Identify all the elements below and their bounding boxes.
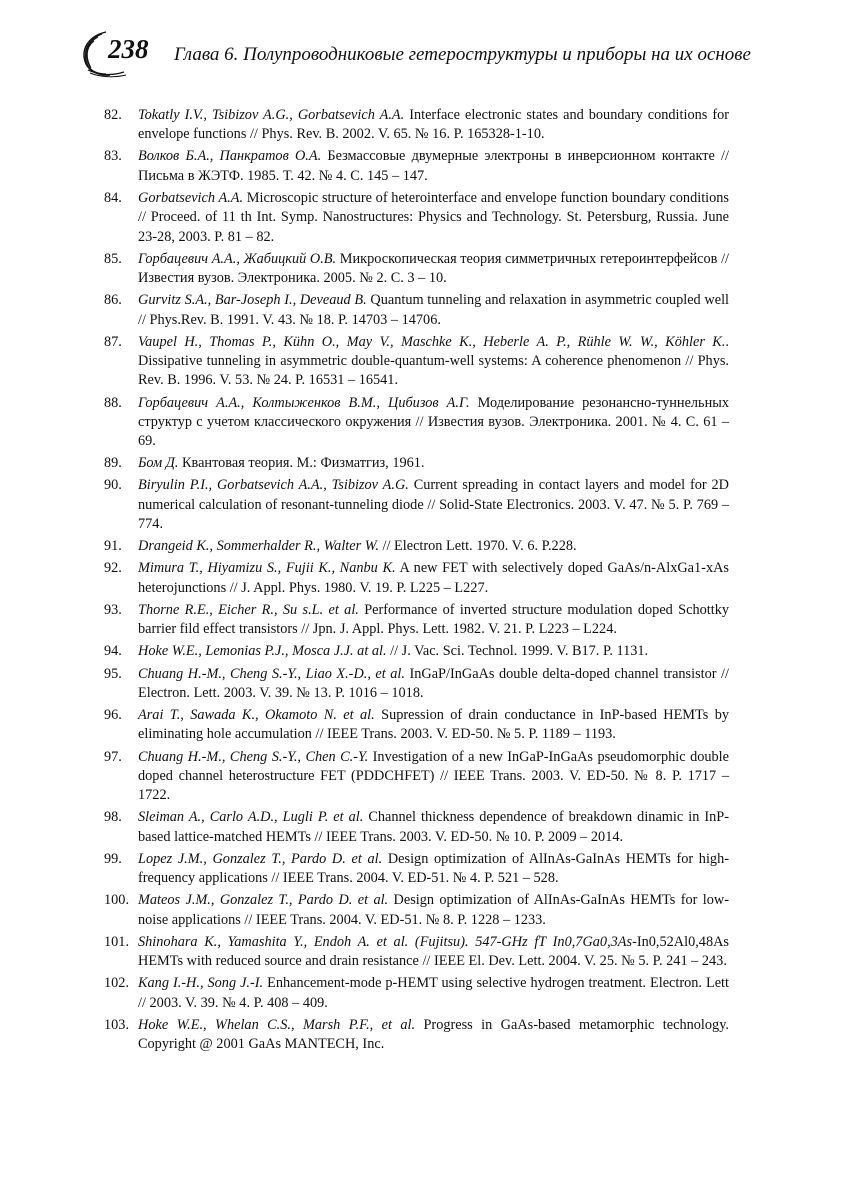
page-number: 238	[108, 34, 149, 64]
reference-text: Investigation of a new InGaP-InGaAs pseudomorphic double doped channel heterostructure FET (PDDCHFET) // IEEE Trans. 2003. V. ED-50. № 8. P. 1717 – 1722.	[138, 748, 729, 804]
reference-authors: Chuang H.-M., Cheng S.-Y., Chen C.-Y.	[138, 748, 369, 765]
reference-authors: Горбацевич А.А., Жабицкий О.В.	[138, 250, 337, 267]
reference-number: 82.	[104, 107, 122, 123]
reference-number: 85.	[104, 250, 122, 267]
reference-text: . Dissipative tunneling in asymmetric double-quantum-well systems: A coherence phenomenon // Phys. Rev. B. 1996. V. 53. № 24. P. 16531 – 16541.	[138, 333, 729, 389]
reference-authors: Shinohara K., Yamashita Y., Endoh A. et al. (Fujitsu). 547-GHz fT In0,7Ga0,3As-	[138, 933, 637, 950]
reference-text: Design optimization of AlInAs-GaInAs HEMTs for high-frequency applications // IEEE Trans. 2004. V. ED-51. № 4. P. 521 – 528.	[138, 850, 729, 887]
reference-item	[104, 189, 729, 247]
reference-item	[104, 601, 729, 640]
reference-text: InGaP/InGaAs double delta-doped channel transistor // Electron. Lett. 2003. V. 39. № 13. P. 1016 – 1018.	[138, 665, 729, 701]
reference-text: Design optimization of AlInAs-GaInAs HEMTs for low-noise applications // IEEE Trans. 2004. V. ED-51. № 8. P. 1228 – 1233.	[138, 892, 729, 928]
reference-number: 92.	[104, 560, 122, 577]
reference-authors: Arai T., Sawada K., Okamoto N. et al.	[138, 707, 375, 724]
reference-text: Микроскопическая теория симметричных гетероинтерфейсов // Известия вузов. Электроника. 2005. № 2. С. 3 – 10.	[138, 250, 730, 287]
reference-item	[104, 808, 729, 847]
reference-authors: Chuang H.-M., Cheng S.-Y., Liao X.-D., et al.	[138, 665, 405, 682]
reference-text: Performance of inverted structure modulation doped Schottky barrier fild effect transistors // Jpn. J. Appl. Phys. Lett. 1982. V. 21. P. L223 – L224.	[138, 601, 729, 638]
reference-number: 86.	[104, 292, 122, 309]
reference-number: 91.	[104, 538, 122, 555]
running-title: Глава 6. Полупроводниковые гетероструктуры и приборы на их основе	[174, 44, 751, 65]
reference-authors: Gorbatsevich A.A.	[138, 189, 244, 206]
reference-number: 97.	[104, 748, 122, 765]
reference-item	[104, 706, 729, 745]
reference-text: Квантовая теория. М.: Физматгиз, 1961.	[178, 455, 425, 472]
reference-number: 95.	[104, 665, 122, 682]
reference-number: 99.	[104, 850, 122, 867]
reference-number: 102.	[104, 975, 130, 992]
reference-number: 83.	[104, 148, 122, 165]
page-header	[76, 28, 756, 78]
reference-item	[104, 476, 729, 534]
reference-text: Безмассовые двумерные электроны в инверсионном контакте // Письма в ЖЭТФ. 1985. Т. 42. № 4. С. 145 – 147.	[138, 148, 729, 184]
reference-authors: Волков Б.А., Панкратов О.А.	[138, 148, 322, 165]
reference-authors: Sleiman A., Carlo A.D., Lugli P. et al.	[138, 809, 364, 826]
reference-number: 87.	[104, 333, 122, 350]
reference-number: 103.	[104, 1016, 130, 1033]
reference-text: In0,52Al0,48As HEMTs with reduced source and drain resistance // IEEE El. Dev. Lett. 2004. V. 25. № 5. P. 241 – 243.	[138, 933, 729, 970]
reference-item	[104, 454, 729, 473]
reference-item	[104, 394, 729, 452]
reference-authors: Lopez J.M., Gonzalez T., Pardo D. et al.	[138, 850, 383, 867]
reference-number: 100.	[104, 892, 130, 909]
reference-text: Current spreading in contact layers and model for 2D numerical calculation of resonant-tunneling diode // Solid-State Electronics. 2003. V. 47. № 5. P. 769 – 774.	[138, 477, 729, 533]
reference-number: 93.	[104, 601, 122, 618]
reference-item	[104, 106, 729, 145]
reference-item	[104, 642, 729, 661]
reference-item	[104, 250, 729, 289]
reference-authors: Biryulin P.I., Gorbatsevich A.A., Tsibizov A.G.	[138, 477, 409, 494]
reference-authors: Горбацевич А.А., Колтыженков В.М., Цибизов А.Г.	[138, 394, 470, 411]
reference-authors: Thorne R.E., Eicher R., Su s.L. et al.	[138, 601, 359, 618]
reference-text: // J. Vac. Sci. Technol. 1999. V. B17. P. 1131.	[386, 643, 649, 660]
reference-item	[104, 850, 729, 889]
reference-number: 101.	[104, 933, 130, 950]
reference-authors: Бом Д.	[138, 455, 179, 472]
reference-authors: Vaupel H., Thomas P., Kühn O., May V., Maschke K., Heberle A. P., Rühle W. W., Köhler K.	[138, 333, 726, 350]
reference-item	[104, 665, 729, 704]
reference-item	[104, 291, 729, 330]
reference-number: 98.	[104, 809, 122, 826]
reference-item	[104, 1016, 729, 1055]
reference-authors: Mateos J.M., Gonzalez T., Pardo D. et al.	[138, 892, 389, 909]
reference-item	[104, 933, 729, 972]
reference-number: 96.	[104, 707, 122, 724]
reference-text: A new FET with selectively doped GaAs/n-AlxGa1-xAs heterojunctions // J. Appl. Phys. 1980. V. 19. P. L225 – L227.	[138, 560, 729, 596]
reference-number: 88.	[104, 394, 122, 411]
reference-item	[104, 147, 729, 186]
reference-number: 84.	[104, 189, 122, 206]
reference-authors: Drangeid K., Sommerhalder R., Walter W.	[138, 538, 379, 555]
reference-number: 94.	[104, 643, 122, 660]
reference-authors: Hoke W.E., Lemonias P.J., Mosca J.J. at al.	[138, 643, 387, 660]
reference-number: 89.	[104, 455, 122, 472]
reference-authors: Hoke W.E., Whelan C.S., Marsh P.F., et al.	[138, 1016, 416, 1033]
reference-text: Enhancement-mode p-HEMT using selective hydrogen treatment. Electron. Lett // 2003. V. 39. № 4. P. 408 – 409.	[138, 975, 729, 1011]
reference-text: Quantum tunneling and relaxation in asymmetric coupled well // Phys.Rev. B. 1991. V. 43. № 18. P. 14703 – 14706.	[138, 292, 730, 328]
reference-text: Моделирование резонансно-туннельных структур с учетом классического окружения // Известия вузов. Электроника. 2001. № 4. С. 61 – 69.	[138, 394, 729, 450]
reference-text: Supression of drain conductance in InP-based HEMTs by eliminating hole accumulation // IEEE Trans. 2003. V. ED-50. № 5. P. 1189 – 1193.	[138, 707, 730, 743]
reference-text: // Electron Lett. 1970. V. 6. P.228.	[378, 538, 577, 555]
reference-item	[104, 559, 729, 598]
reference-text: Interface electronic states and boundary conditions for envelope functions // Phys. Rev. B. 2002. V. 65. № 16. P. 165328-1-10.	[138, 107, 729, 143]
reference-text: Microscopic structure of heterointerface and envelope function boundary conditions // Proceed. of 11 th Int. Symp. Nanostructures: Physics and Technology. St. Petersburg, Russia. June 23-28, 2003. P. 81 – 82.	[138, 189, 729, 245]
reference-number: 90.	[104, 477, 122, 494]
reference-item	[104, 537, 729, 556]
reference-authors: Tokatly I.V., Tsibizov A.G., Gorbatsevich A.A.	[138, 107, 405, 123]
reference-text: Progress in GaAs-based metamorphic technology. Copyright @ 2001 GaAs MANTECH, Inc.	[138, 1016, 729, 1053]
reference-authors: Gurvitz S.A., Bar-Joseph I., Deveaud B.	[138, 292, 367, 309]
reference-list	[104, 106, 729, 1057]
reference-item	[104, 891, 729, 930]
reference-item	[104, 748, 729, 806]
reference-text: Channel thickness dependence of breakdown dinamic in InP-based lattice-matched HEMTs // IEEE Trans. 2003. V. ED-50. № 10. P. 2009 – 2014.	[138, 809, 729, 845]
reference-item	[104, 974, 729, 1013]
reference-authors: Kang I.-H., Song J.-I.	[138, 975, 264, 992]
reference-authors: Mimura T., Hiyamizu S., Fujii K., Nanbu K.	[138, 560, 396, 577]
reference-item	[104, 333, 729, 391]
